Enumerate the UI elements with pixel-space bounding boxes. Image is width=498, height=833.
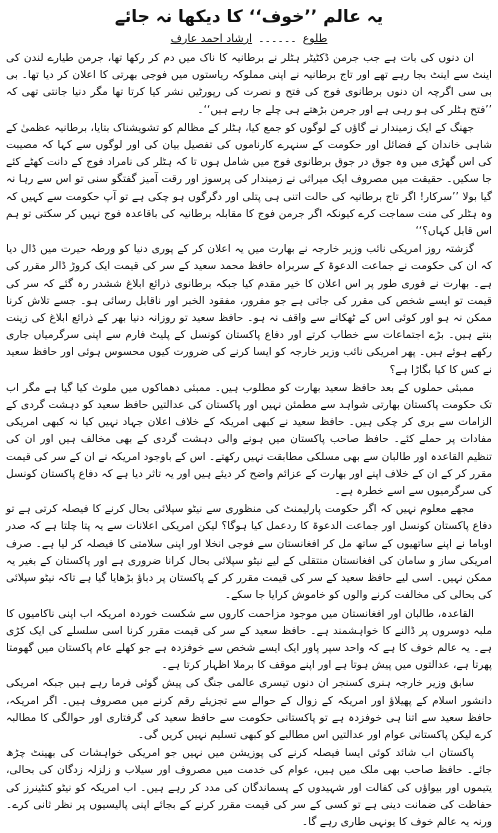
paragraph: سابق وزیر خارجہ ہنری کسنجر ان دنوں تیسری عالمی جنگ کی پیش گوئی فرما رہے ہیں جبکہ امریکی دانشور اسلام کے پھیلاؤ اور امریکہ کے زوال کے حوالے سے تجزیئے رقم کرنے میں مصروف ہیں۔ اگر امریکہ، حافظ سعید سے اتنا ہی خوفزدہ ہے تو پاکستانی حکومت سے حافظ سعید کی گرفتاری اور حوالگی کا مطالبہ کرے لیکن پاکستانی عوام اور عدالتیں اس مطالبے کو کبھی تسلیم نہیں کریں گی۔ bbox=[6, 677, 492, 741]
column-label: طلوع bbox=[302, 32, 328, 45]
paragraph: گزشتہ روز امریکی نائب وزیر خارجہ نے بھارت میں یہ اعلان کر کے پوری دنیا کو ورطہ حیرت میں ڈال دیا کہ ان کی حکومت نے جماعت الدعوۃ کے سربراہ حافظ محمد سعید کے سر کی قیمت ایک کروڑ ڈالر مقرر کی ہے۔ بھارت نے فوری طور پر اس اعلان کا خیر مقدم کیا جبکہ برطانوی ذرائع ابلاغ ششدر رہ گئے کہ سر کی قیمت تو ایسے شخص کی مقرر کی جاتی ہے جو مفرور، مفقود الخبر اور ناقابل رسائی ہو۔ جسے تلاش کرنا ممکن نہ ہو اور کوئی اس کے ٹھکانے سے واقف نہ ہو۔ حافظ سعید تو روزانہ دنیا بھر کے ذرائع ابلاغ کی زینت بنتے ہیں۔ بڑے اجتماعات سے خطاب کرتے اور دفاع پاکستان کونسل کے پلیٹ فارم سے اپنی سرگرمیاں جاری رکھے ہوئے ہیں۔ پھر امریکی نائب وزیر خارجہ کو ایسا کرنے کی ضرورت کیوں محسوس ہوئی اور حافظ سعید نے کس کا کیا بگاڑا ہے؟ bbox=[6, 243, 492, 376]
byline-separator: ۔۔۔۔۔۔ bbox=[258, 32, 297, 45]
paragraph: پاکستان اب شائد کوئی ایسا فیصلہ کرنے کی پوزیشن میں نہیں جو امریکی خواہشات کی بھینٹ چڑھ جائے۔ حافظ صاحب بھی ملک میں ہیں، عوام کی خدمت میں مصروف اور سیلاب و زلزلہ زدگان کی بحالی، یتیموں اور بیواؤں کی کفالت اور شہیدوں کے پسماندگان کی مدد کر رہے ہیں۔ اب امریکہ کو نیٹو کنٹینرز کی حفاظت کی ضمانت دینی ہے تو کسی کے سر کی قیمت مقرر کرنے کے بجائے اپنی پالیسیوں پر نظر ثانی کرے۔ ورنہ یہ عالم خوف کا یونہی طاری رہے گا۔ bbox=[6, 747, 492, 828]
paragraph: ان دنوں کی بات ہے جب جرمن ڈکٹیٹر ہٹلر نے برطانیہ کا ناک میں دم کر رکھا تھا، جرمن طیارے لندن کی اینٹ سے اینٹ بجا رہے تھے اور تاج برطانیہ نے اپنی مملوکہ ریاستوں میں فوجی بھرتی کا اعلان کر دیا تھا۔ بی بی سی اگرچہ ان دنوں برطانوی فوج کی فتح و نصرت کی رپورٹیں نشر کیا کرتا تھا مگر دنیا جانتی تھی کہ ’’فتح ہٹلر کی ہو رہی ہے اور جرمن بڑھتے ہی چلے جا رہے ہیں‘‘۔ bbox=[6, 52, 492, 116]
byline bbox=[6, 32, 492, 46]
paragraph: ممبئی حملوں کے بعد حافظ سعید بھارت کو مطلوب ہیں۔ ممبئی دھماکوں میں ملوث کیا گیا ہے مگر اب تک حکومت پاکستان بھارتی شواہد سے مطمئن نہیں اور پاکستان کی عدالتیں حافظ سعید کو دہشت گردی کے الزامات سے بری کر چکی ہیں۔ حافظ سعید نے کبھی امریکہ کے خلاف اعلان جہاد نہیں کیا نہ کبھی امریکی مفادات پر حملے کئے۔ حافظ صاحب پاکستان میں ہونے والی دہشت گردی کے بھی مخالف ہیں اور ان کی تنظیم القاعدہ اور طالبان سے بھی مسلکی مطابقت نہیں رکھتے۔ اس کے باوجود امریکہ نے ان کے سر کی قیمت مقرر کر کے ان کے خلاف اپنے اور بھارت کے عزائم واضح کر دیئے ہیں اور یہ تاثر دیا ہے کہ دفاع پاکستان کونسل کی سرگرمیوں سے اسے خطرہ ہے۔ bbox=[6, 381, 492, 498]
author-name: ارشاد احمد عارف bbox=[170, 32, 253, 45]
paragraph: مجھے معلوم نہیں کہ اگر حکومت پارلیمنٹ کی منظوری سے نیٹو سپلائی بحال کرنے کا فیصلہ کرتی ہے تو دفاع پاکستان کونسل اور جماعت الدعوۃ کا ردعمل کیا ہوگا؟ لیکن امریکی اعلانات سے یہ پتا چلتا ہے کہ صدر اوباما نے اپنے ساتھیوں کے ساتھ مل کر افغانستان سے فوجی انخلا اور اپنی سلامتی کا فیصلہ کر لیا ہے۔ صرف امریکی ساز و سامان کی افغانستان منتقلی کے لیے نیٹو سپلائی بحال کرانا ضروری ہے اور پاکستان کے بغیر یہ ممکن نہیں۔ اسی لیے حافظ سعید کے سر کی قیمت مقرر کر کے پاکستان پر دباؤ بڑھایا گیا ہے تاکہ نیٹو سپلائی کی بحالی کی مخالفت کرنے والوں کو خاموش کرایا جا سکے۔ bbox=[6, 503, 492, 602]
article-title: یہ عالم ’’خوف‘‘ کا دیکھا نہ جائے bbox=[114, 7, 384, 27]
article-body bbox=[6, 50, 492, 831]
paragraph: جھنگ کے ایک زمیندار نے گاؤں کے لوگوں کو جمع کیا، ہٹلر کے مظالم کو تشویشناک بتایا، برطانیہ عظمیٰ کے شاہی خاندان کے فضائل اور حکومت کے سنہرے کارناموں کی تفصیل بیان کی اور لوگوں سے کہا کہ مصیبت کی اس گھڑی میں وہ جوق در جوق برطانوی فوج میں شامل ہوں تا کہ ہٹلر کی نامراد فوج کے دانت کھٹے کئے جا سکیں۔ حقیقت میں مصروف ایک میراثی نے زمیندار کی پرسوز اور رقت آمیز گفتگو سنی تو اس سے رہا نہ گیا بولا ’’سرکار! اگر تاج برطانیہ کی حالت اتنی ہی پتلی اور دگرگوں ہو چکی ہے تو آپ حکومت سے کہیں کہ وہ ہٹلر کی منت سماجت کرے کیونکہ اگر جرمن فوج کا مقابلہ برطانیہ کی باقاعدہ فوج نہیں کر سکتی تو ہم اس قابل کہاں؟‘‘ bbox=[6, 121, 492, 238]
paragraph: القاعدہ، طالبان اور افغانستان میں موجود مزاحمت کاروں سے شکست خوردہ امریکہ اب اپنی ناکامیوں کا ملبہ دوسروں پر ڈالنے کا خواہشمند ہے۔ حافظ سعید کے سر کی قیمت مقرر کرنا اسی سلسلے کی ایک کڑی ہے۔ یہ عالم خوف کا ہے کہ واحد سپر پاور ایک ایسے شخص سے خوفزدہ ہے جو کھلے عام پاکستان میں گھومتا پھرتا ہے، عدالتوں میں پیش ہوتا ہے اور اپنے موقف کا برملا اظہار کرتا ہے۔ bbox=[6, 607, 492, 672]
